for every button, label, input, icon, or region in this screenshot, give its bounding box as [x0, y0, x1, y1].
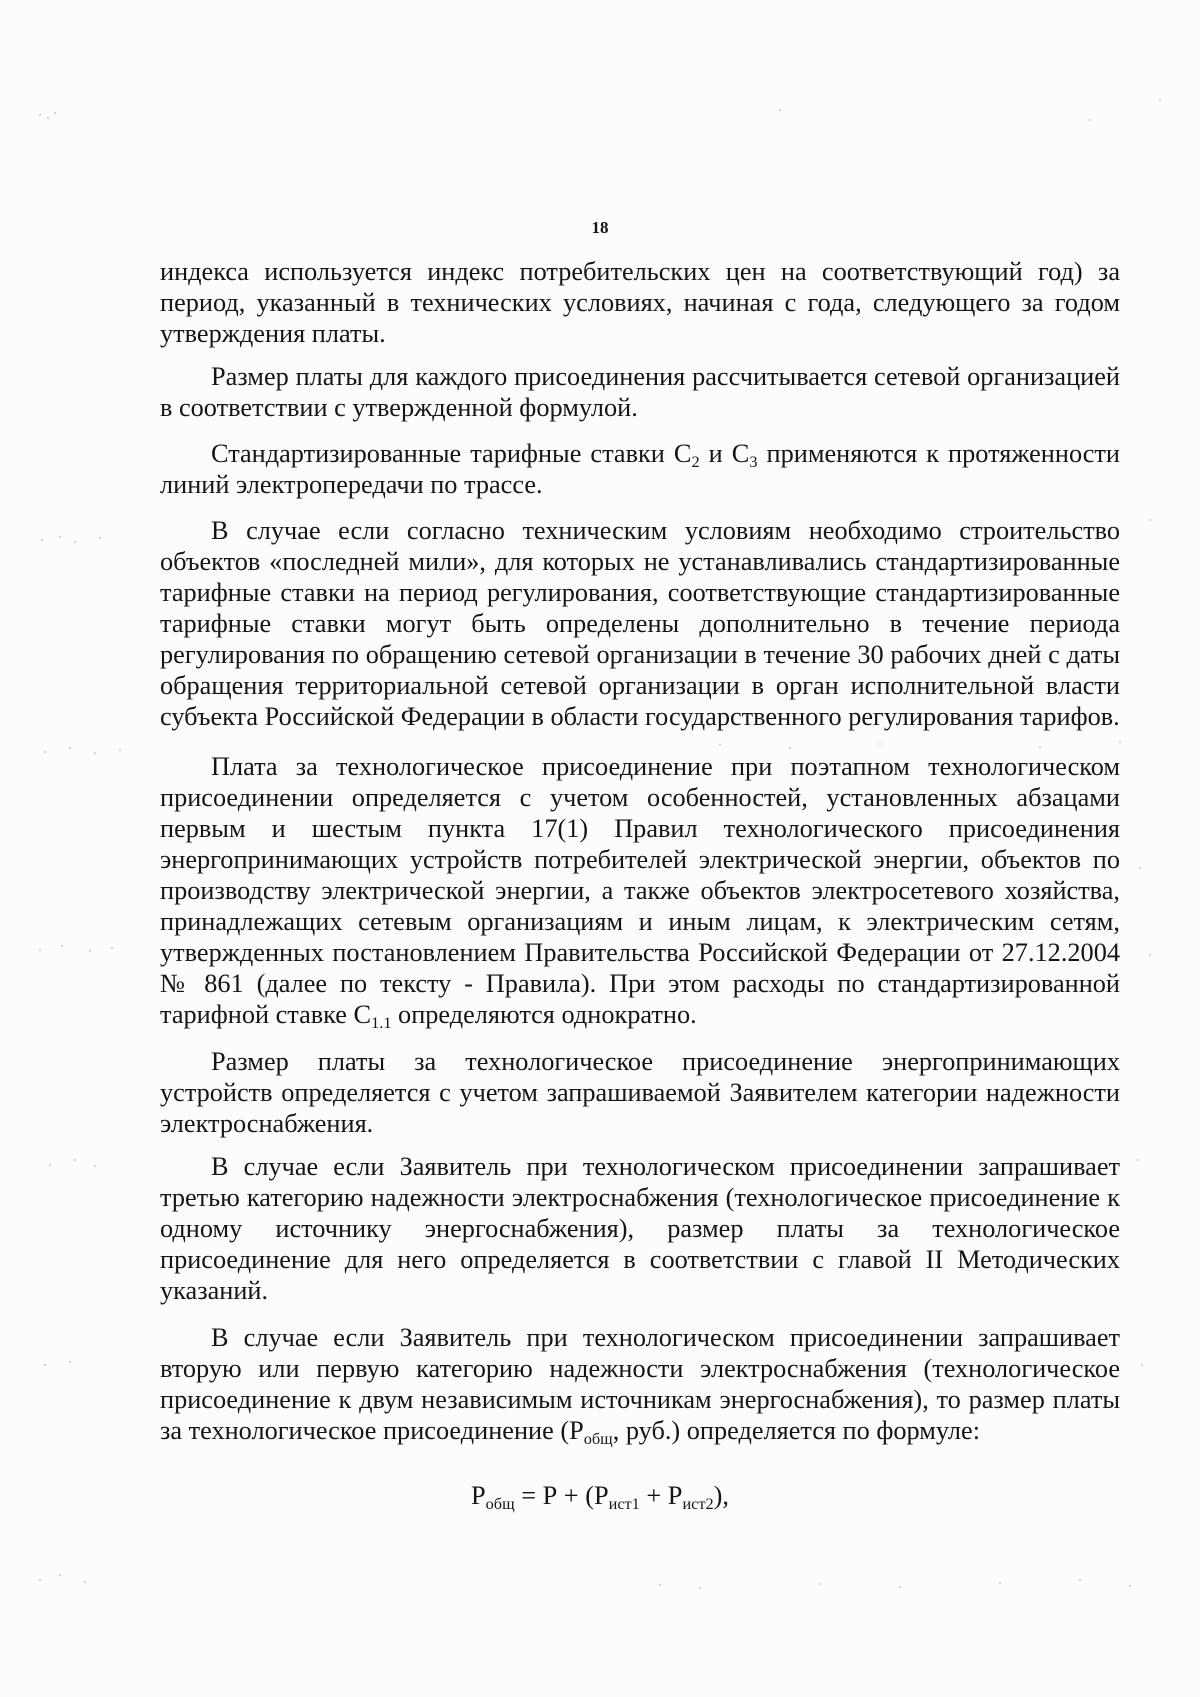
paragraph-fee-size: Размер платы для каждого присоединения рассчитывается сетевой организацией в соответствии с утвержденной формулой.: [160, 362, 1120, 422]
paragraph-reliability-category: Размер платы за технологическое присоединение энергопринимающих устройств определяется с учетом запрашиваемой Заявителем категории надежности электроснабжения.: [160, 1047, 1120, 1138]
paragraph-third-category: В случае если Заявитель при технологическом присоединении запрашивает третью категорию надежности электроснабжения (технологическое присоединение к одному источнику энергоснабжения), размер платы за технологическое присоединение для него определяется в соответствии с главой II Методических указаний.: [160, 1152, 1120, 1305]
page-number: 18: [591, 218, 609, 237]
paragraph-price-index: индекса используется индекс потребительских цен на соответствующий год) за период, указанный в технических условиях, начиная с года, следующего за годом утверждения платы.: [160, 257, 1120, 348]
body-text: [160, 256, 1120, 1465]
fee-formula: $Р_{общ} = Р + (Р_{ист1} + Р_{ист2})$,: [470, 1481, 730, 1514]
paragraph-staged-connection: Плата за технологическое присоединение при поэтапном технологическом присоединении определяется с учетом особенностей, установленных абзацами первым и шестым пункта 17(1) Правил технологического присоединения энергопринимающих устройств потребителей электрической энергии, объектов по производству электрической энергии, а также объектов электросетевого хозяйства, принадлежащих сетевым организациям и иным лицам, к электрическим сетям, утвержденных постановлением Правительства Российской Федерации от 27.12.2004 № 861 (далее по тексту - Правила). При этом расходы по стандартизированной тарифной ставке $С_{1.1}$ определяются однократно.: [160, 752, 1120, 1033]
paragraph-first-second-category: В случае если Заявитель при технологическом присоединении запрашивает вторую или первую категорию надежности электроснабжения (технологическое присоединение к двум независимым источникам энергоснабжения), то размер платы за технологическое присоединение ($Р_{общ}$, руб.) определяется по формуле:: [160, 1323, 1120, 1449]
paragraph-standard-rates: Стандартизированные тарифные ставки $С_2$ и $С_3$ применяются к протяженности линий электропередачи по трассе.: [160, 439, 1120, 499]
paragraph-last-mile: В случае если согласно техническим условиям необходимо строительство объектов «последней мили», для которых не устанавливались стандартизированные тарифные ставки на период регулирования, соответствующие стандартизированные тарифные ставки могут быть определены дополнительно в течение периода регулирования по обращению сетевой организации в течение 30 рабочих дней с даты обращения территориальной сетевой организации в орган исполнительной власти субъекта Российской Федерации в области государственного регулирования тарифов.: [160, 516, 1120, 731]
